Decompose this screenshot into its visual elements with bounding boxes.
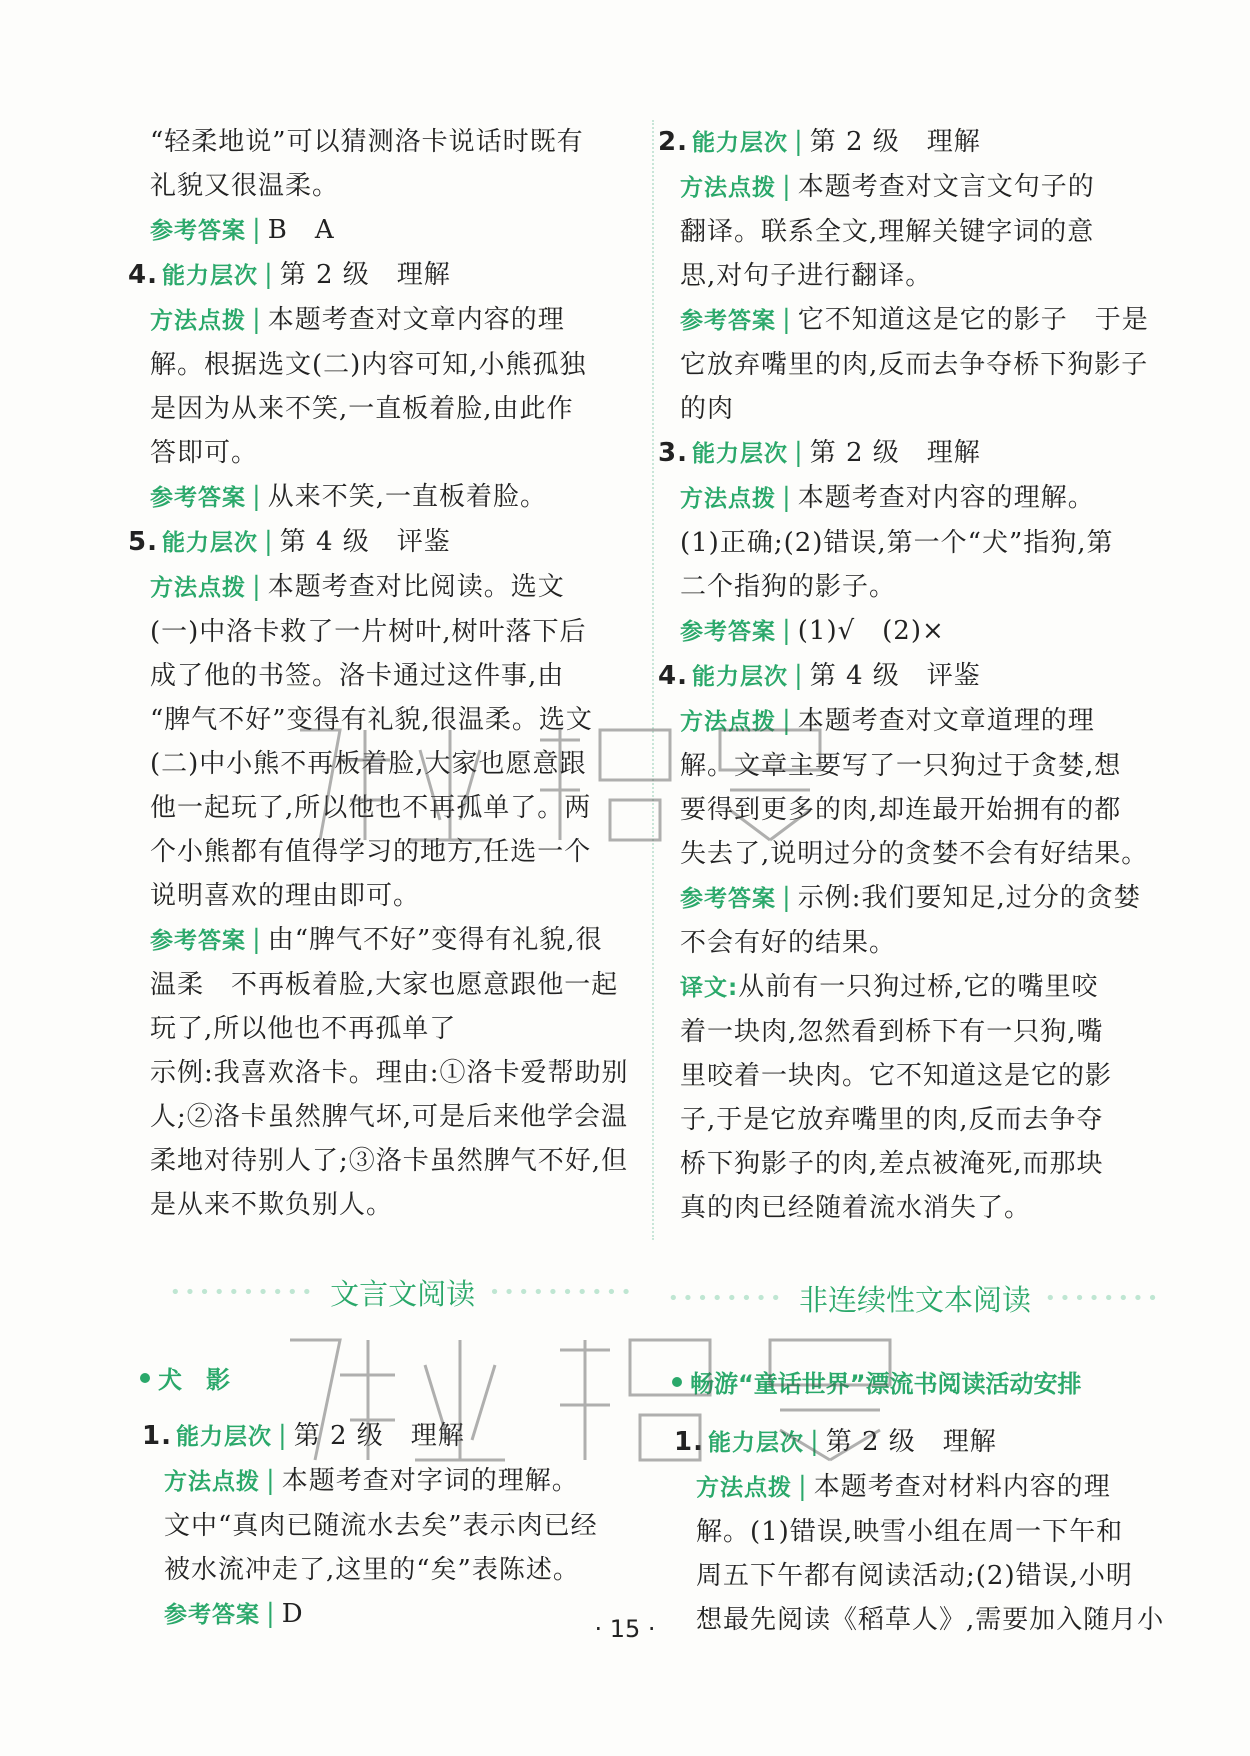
method-text: 本题考查对文言文句子的 xyxy=(797,172,1095,202)
page-number: · 15 · xyxy=(594,1615,656,1643)
text-line: 是因为从来不笑,一直板着脸,由此作 xyxy=(150,394,574,424)
passage-title-dog-shadow xyxy=(140,1360,230,1395)
text-line: 要得到更多的肉,却连最开始拥有的都 xyxy=(680,795,1122,825)
level-text: 第 2 级 理解 xyxy=(293,1421,465,1451)
level-label: 能力层次 xyxy=(175,1424,272,1450)
text-line: 周五下午都有阅读活动;(2)错误,小明 xyxy=(696,1561,1133,1591)
question-number: 4. xyxy=(658,661,688,691)
text-line: 文中“真肉已随流水去矣”表示肉已经 xyxy=(164,1511,598,1541)
question-number: 5. xyxy=(128,527,158,557)
answer-text: D xyxy=(281,1599,304,1629)
question-level-row: 5. 能力层次 | 第 4 级 评鉴 xyxy=(128,527,451,557)
method-label: 方法点拨 xyxy=(680,486,776,512)
level-text: 第 2 级 理解 xyxy=(825,1427,997,1457)
method-row: 方法点拨 | 本题考查对文言文句子的 xyxy=(680,172,1095,202)
question-level-row: 3. 能力层次 | 第 2 级 理解 xyxy=(658,438,981,468)
level-label: 能力层次 xyxy=(707,1430,804,1456)
text-line: 子,于是它放弃嘴里的肉,反而去争夺 xyxy=(680,1105,1104,1135)
section-title-nonlinear-text xyxy=(668,1278,1162,1319)
level-text: 第 2 级 理解 xyxy=(279,260,451,290)
section-title-text: 文言文阅读 xyxy=(330,1277,476,1311)
lower-left-block xyxy=(142,1414,634,1637)
question-number: 1. xyxy=(674,1427,704,1457)
decorative-dots: •••••••• xyxy=(668,1288,785,1309)
answer-row: 参考答案 | 由“脾气不好”变得有礼貌,很 xyxy=(150,925,603,955)
text-line: 翻译。联系全文,理解关键字词的意 xyxy=(680,217,1095,247)
method-row: 方法点拨 | 本题考查对字词的理解。 xyxy=(164,1466,579,1496)
decorative-dots: •••••••• xyxy=(1044,1288,1162,1309)
method-row: 方法点拨 | 本题考查对内容的理解。 xyxy=(680,483,1095,513)
text-line: 想最先阅读《稻草人》,需要加入随月小 xyxy=(696,1605,1165,1635)
text-line: 它放弃嘴里的肉,反而去争夺桥下狗影子 xyxy=(680,350,1149,380)
method-row: 方法点拨 | 本题考查对比阅读。选文 xyxy=(150,572,565,602)
method-label: 方法点拨 xyxy=(150,308,246,334)
answer-text: B A xyxy=(267,215,335,245)
answer-row: 参考答案 | B A xyxy=(150,215,335,245)
level-text: 第 2 级 理解 xyxy=(809,127,981,157)
section-title-text: 非连续性文本阅读 xyxy=(798,1283,1031,1317)
text-line: 成了他的书签。洛卡通过这件事,由 xyxy=(150,661,565,691)
answer-text: 从来不笑,一直板着脸。 xyxy=(267,482,548,512)
method-label: 方法点拨 xyxy=(680,175,776,201)
text-line: 答即可。 xyxy=(150,438,259,468)
translation-row xyxy=(680,965,1160,1010)
question-level-row: 4. 能力层次 | 第 4 级 评鉴 xyxy=(658,661,981,691)
method-row: 方法点拨 | 本题考查对文章内容的理 xyxy=(150,305,565,335)
method-text: 本题考查对比阅读。选文 xyxy=(267,572,565,602)
text-line: 说明喜欢的理由即可。 xyxy=(150,881,421,911)
answer-row: 参考答案 | 从来不笑,一直板着脸。 xyxy=(150,482,548,512)
method-row: 方法点拨 | 本题考查对文章道理的理 xyxy=(680,706,1095,736)
text-line: (二)中小熊不再板着脸,大家也愿意跟 xyxy=(150,749,587,779)
answer-row: 参考答案 | (1)√ (2)× xyxy=(680,616,945,646)
text-line: 真的肉已经随着流水消失了。 xyxy=(680,1193,1032,1223)
method-text: 本题考查对文章道理的理 xyxy=(797,706,1095,736)
answer-text: (1)√ (2)× xyxy=(797,616,945,646)
text-line: 解。(1)错误,映雪小组在周一下午和 xyxy=(696,1517,1124,1547)
decorative-dots: •••••••••• xyxy=(489,1282,636,1303)
answer-row: 参考答案 | 它不知道这是它的影子 于是 xyxy=(680,305,1149,335)
answer-label: 参考答案 xyxy=(680,619,776,645)
right-column xyxy=(658,120,1160,1230)
answer-label: 参考答案 xyxy=(150,928,246,954)
text-line: 示例:我喜欢洛卡。理由:①洛卡爱帮助别 xyxy=(150,1058,629,1088)
passage-title-text: 畅游“童话世界”漂流书阅读活动安排 xyxy=(690,1370,1082,1398)
answer-label: 参考答案 xyxy=(164,1602,260,1628)
question-level-row: 2. 能力层次 | 第 2 级 理解 xyxy=(658,127,981,157)
method-label: 方法点拨 xyxy=(680,709,776,735)
text-line: “轻柔地说”可以猜测洛卡说话时既有 xyxy=(150,127,584,157)
text-line: “脾气不好”变得有礼貌,很温柔。选文 xyxy=(150,705,593,735)
method-text: 本题考查对文章内容的理 xyxy=(267,305,565,335)
level-text: 第 4 级 评鉴 xyxy=(809,661,981,691)
text-line: (一)中洛卡救了一片树叶,树叶落下后 xyxy=(150,617,587,647)
question-number: 1. xyxy=(142,1421,172,1451)
text-line: 着一块肉,忽然看到桥下有一只狗,嘴 xyxy=(680,1017,1104,1047)
text-line: 解。根据选文(二)内容可知,小熊孤独 xyxy=(150,350,587,380)
answer-row: 参考答案 | D xyxy=(164,1599,304,1629)
method-text: 本题考查对字词的理解。 xyxy=(281,1466,579,1496)
text-line: 温柔 不再板着脸,大家也愿意跟他一起 xyxy=(150,970,619,1000)
left-column xyxy=(128,120,630,1227)
text-line: 解。文章主要写了一只狗过于贪婪,想 xyxy=(680,751,1122,781)
text-line: 桥下狗影子的肉,差点被淹死,而那块 xyxy=(680,1149,1104,1179)
level-label: 能力层次 xyxy=(161,530,258,556)
section-title-classical-chinese xyxy=(170,1272,635,1313)
bullet-icon xyxy=(140,1373,150,1383)
text-line: 二个指狗的影子。 xyxy=(680,572,897,602)
answer-label: 参考答案 xyxy=(150,218,246,244)
question-level-row: 4. 能力层次 | 第 2 级 理解 xyxy=(128,260,451,290)
method-label: 方法点拨 xyxy=(164,1469,260,1495)
answer-label: 参考答案 xyxy=(680,886,776,912)
text-line: 失去了,说明过分的贪婪不会有好结果。 xyxy=(680,839,1149,869)
level-label: 能力层次 xyxy=(691,130,788,156)
question-number: 3. xyxy=(658,438,688,468)
question-level-row: 1. 能力层次 | 第 2 级 理解 xyxy=(674,1427,997,1457)
text-line: 是从来不欺负别人。 xyxy=(150,1190,394,1220)
method-label: 方法点拨 xyxy=(696,1475,792,1501)
text-line: 不会有好的结果。 xyxy=(680,928,897,958)
text-line: 被水流冲走了,这里的“矣”表陈述。 xyxy=(164,1555,580,1585)
text-line: 玩了,所以他也不再孤单了 xyxy=(150,1014,457,1044)
method-text: 本题考查对材料内容的理 xyxy=(813,1472,1111,1502)
answer-label: 参考答案 xyxy=(150,485,246,511)
level-label: 能力层次 xyxy=(691,441,788,467)
answer-label: 参考答案 xyxy=(680,308,776,334)
text-line: 他一起玩了,所以他也不再孤单了。两 xyxy=(150,793,592,823)
translation-text: 从前有一只狗过桥,它的嘴里咬 xyxy=(738,972,1099,1002)
bullet-icon xyxy=(672,1377,682,1387)
question-number: 2. xyxy=(658,127,688,157)
text-line: 人;②洛卡虽然脾气坏,可是后来他学会温 xyxy=(150,1102,629,1132)
level-label: 能力层次 xyxy=(161,263,258,289)
level-label: 能力层次 xyxy=(691,664,788,690)
text-line: 里咬着一块肉。它不知道这是它的影 xyxy=(680,1061,1113,1091)
passage-title-fairy-tale xyxy=(672,1364,1082,1399)
answer-text: 由“脾气不好”变得有礼貌,很 xyxy=(267,925,603,955)
question-number: 4. xyxy=(128,260,158,290)
question-level-row: 1. 能力层次 | 第 2 级 理解 xyxy=(142,1421,465,1451)
translation-label: 译文: xyxy=(680,975,739,1001)
decorative-dots: •••••••••• xyxy=(170,1282,317,1303)
answer-row: 参考答案 | 示例:我们要知足,过分的贪婪 xyxy=(680,883,1141,913)
method-row: 方法点拨 | 本题考查对材料内容的理 xyxy=(696,1472,1111,1502)
method-text: 本题考查对内容的理解。 xyxy=(797,483,1095,513)
lower-right-block xyxy=(674,1420,1166,1642)
column-divider xyxy=(652,120,654,1240)
answer-text: 它不知道这是它的影子 于是 xyxy=(797,305,1149,335)
level-text: 第 4 级 评鉴 xyxy=(279,527,451,557)
level-text: 第 2 级 理解 xyxy=(809,438,981,468)
text-line: 的肉 xyxy=(680,394,735,424)
passage-title-text: 犬 影 xyxy=(158,1366,230,1394)
text-line: 思,对句子进行翻译。 xyxy=(680,261,933,291)
method-label: 方法点拨 xyxy=(150,575,246,601)
answer-text: 示例:我们要知足,过分的贪婪 xyxy=(797,883,1141,913)
text-line: (1)正确;(2)错误,第一个“犬”指狗,第 xyxy=(680,528,1114,558)
text-line: 礼貌又很温柔。 xyxy=(150,171,340,201)
text-line: 个小熊都有值得学习的地方,任选一个 xyxy=(150,837,592,867)
text-line: 柔地对待别人了;③洛卡虽然脾气不好,但 xyxy=(150,1146,629,1176)
